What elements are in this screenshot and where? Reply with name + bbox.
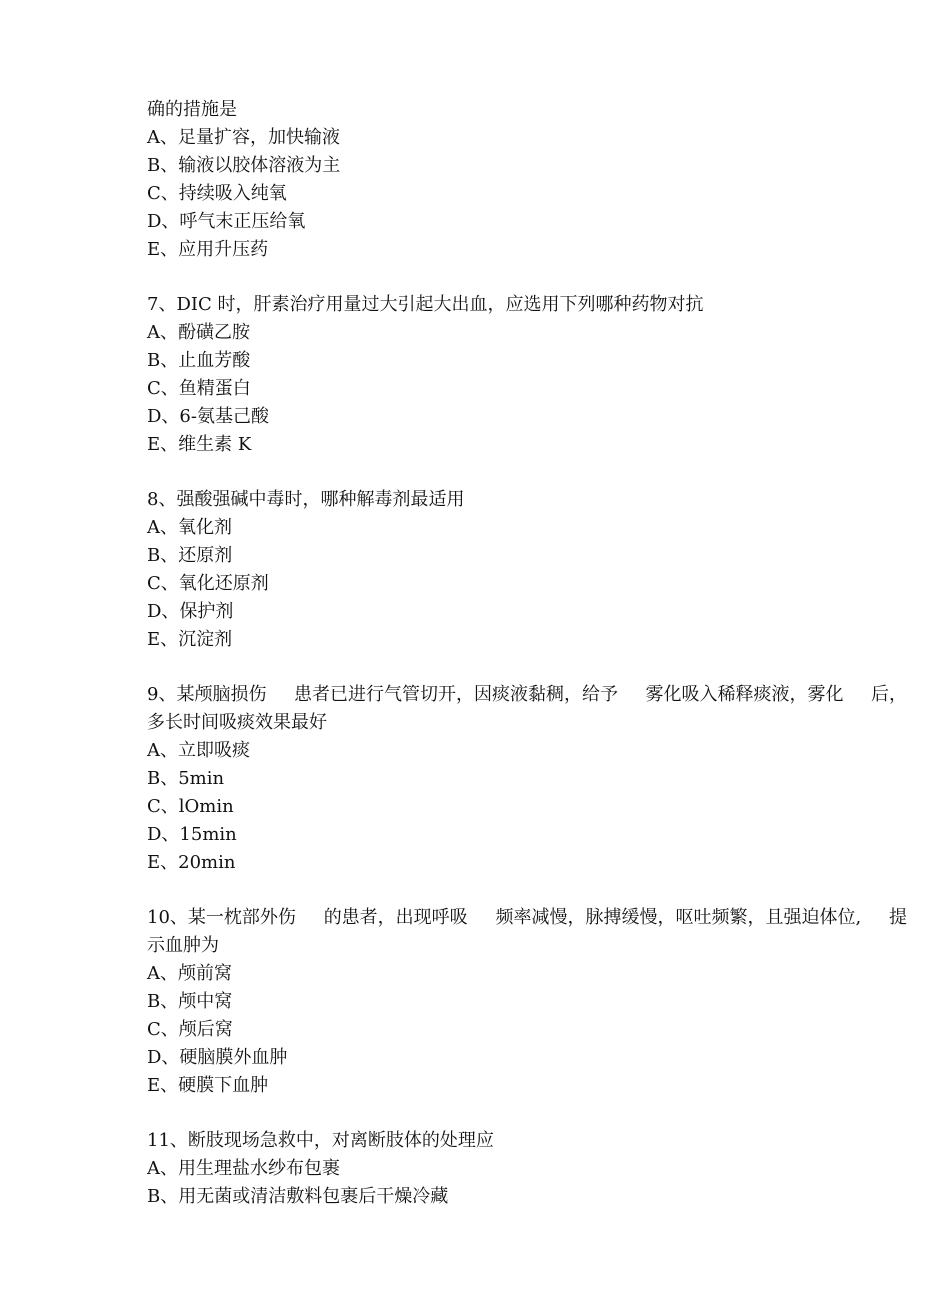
- option-e: E、维生素 K: [147, 434, 252, 455]
- option-c: C、颅后窝: [147, 1019, 233, 1040]
- question-stem: [147, 904, 907, 932]
- option-c: C、lOmin: [147, 796, 234, 817]
- stem-part: 的患者，出现呼吸: [323, 907, 468, 928]
- stem-part: 9、某颅脑损伤: [147, 684, 267, 705]
- question-6-continuation: [147, 96, 907, 264]
- option-a: A、酚磺乙胺: [147, 322, 250, 343]
- question-stem-line2: 多长时间吸痰效果最好: [147, 712, 327, 733]
- option-e: E、20min: [147, 852, 236, 873]
- question-stem: 11、断肢现场急救中，对离断肢体的处理应: [147, 1130, 494, 1151]
- stem-part: 频率减慢，脉搏缓慢，呕吐频繁，且强迫体位,: [495, 907, 862, 928]
- option-b: B、颅中窝: [147, 991, 233, 1012]
- question-11: [147, 1127, 907, 1211]
- option-a: A、颅前窝: [147, 963, 232, 984]
- option-d: D、保护剂: [147, 601, 234, 622]
- option-a: A、用生理盐水纱布包裹: [147, 1158, 340, 1179]
- question-stem: 7、DIC 时，肝素治疗用量过大引起大出血，应选用下列哪种药物对抗: [147, 294, 704, 315]
- question-10: [147, 904, 907, 1100]
- option-a: A、立即吸痰: [147, 740, 250, 761]
- option-a: A、氧化剂: [147, 517, 232, 538]
- stem-part: 患者已进行气管切开，因痰液黏稠，给予: [293, 684, 618, 705]
- question-stem-continuation: 确的措施是: [147, 99, 237, 120]
- option-b: B、用无菌或清洁敷料包裹后干燥冷藏: [147, 1186, 449, 1207]
- option-e: E、应用升压药: [147, 239, 269, 260]
- stem-part: 后，: [871, 684, 907, 705]
- stem-part: 提: [888, 907, 907, 928]
- question-stem-line2: 示血肿为: [147, 935, 219, 956]
- exam-page: [147, 96, 907, 1211]
- question-9: [147, 681, 907, 877]
- option-a: A、足量扩容，加快输液: [147, 127, 340, 148]
- option-c: C、氧化还原剂: [147, 573, 269, 594]
- question-7: [147, 291, 907, 459]
- stem-part: 雾化吸入稀释痰液，雾化: [645, 684, 844, 705]
- option-b: B、输液以胶体溶液为主: [147, 155, 341, 176]
- question-stem: [147, 681, 907, 709]
- option-b: B、止血芳酸: [147, 350, 251, 371]
- option-c: C、鱼精蛋白: [147, 378, 251, 399]
- question-stem: 8、强酸强碱中毒时，哪种解毒剂最适用: [147, 489, 465, 510]
- option-e: E、硬膜下血肿: [147, 1075, 269, 1096]
- option-c: C、持续吸入纯氧: [147, 183, 287, 204]
- option-d: D、硬脑膜外血肿: [147, 1047, 288, 1068]
- option-d: D、15min: [147, 824, 237, 845]
- option-d: D、6-氨基己酸: [147, 406, 269, 427]
- option-b: B、还原剂: [147, 545, 233, 566]
- option-d: D、呼气末正压给氧: [147, 211, 306, 232]
- option-b: B、5min: [147, 768, 225, 789]
- question-8: [147, 486, 907, 654]
- option-e: E、沉淀剂: [147, 629, 233, 650]
- stem-part: 10、某一枕部外伤: [147, 907, 296, 928]
